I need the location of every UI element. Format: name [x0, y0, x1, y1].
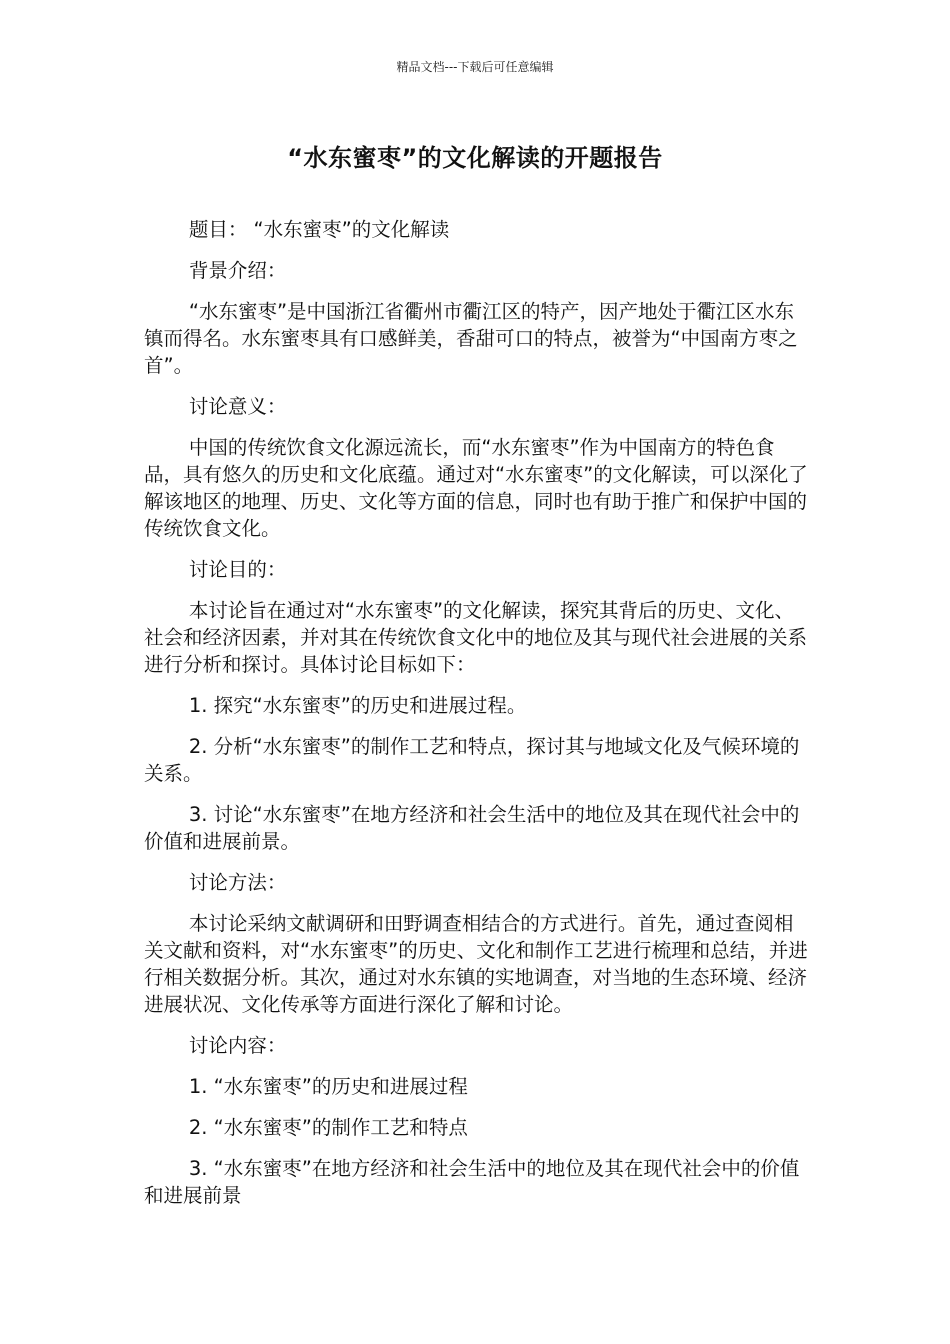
content-heading: 讨论内容： [188, 1034, 287, 1057]
background-paragraph: “水东蜜枣”是中国浙江省衢州市衢江区的特产，因产地处于衢江区水东镇而得名。水东蜜枣具有口感鲜美，香甜可口的特点，被誉为“中国南方枣之首”。 [144, 300, 798, 377]
document-title: “水东蜜枣”的文化解读的开题报告 [287, 144, 663, 172]
purpose-item: 3. 讨论“水东蜜枣”在地方经济和社会生活中的地位及其在现代社会中的价值和进展前景。 [144, 803, 800, 853]
method-paragraph: 本讨论采纳文献调研和田野调查相结合的方式进行。首先，通过查阅相关文献和资料，对“水东蜜枣”的历史、文化和制作工艺进行梳理和总结，并进行相关数据分析。其次，通过对水东镇的实地调查，对当地的生态环境、经济进展状况、文化传承等方面进行深化了解和讨论。 [144, 912, 808, 1016]
purpose-heading: 讨论目的： [188, 558, 287, 581]
content-item: 3. “水东蜜枣”在地方经济和社会生活中的地位及其在现代社会中的价值和进展前景 [144, 1157, 800, 1207]
purpose-item: 2. 分析“水东蜜枣”的制作工艺和特点，探讨其与地域文化及气候环境的关系。 [144, 735, 800, 785]
document-body [144, 216, 808, 1223]
significance-heading: 讨论意义： [188, 395, 287, 418]
significance-paragraph: 中国的传统饮食文化源远流长，而“水东蜜枣”作为中国南方的特色食品，具有悠久的历史和文化底蕴。通过对“水东蜜枣”的文化解读，可以深化了解该地区的地理、历史、文化等方面的信息，同时也有助于推广和保护中国的传统饮食文化。 [144, 436, 808, 540]
content-item: 2. “水东蜜枣”的制作工艺和特点 [188, 1116, 468, 1139]
page-header-watermark: 精品文档---下载后可任意编辑 [396, 60, 554, 74]
purpose-paragraph: 本讨论旨在通过对“水东蜜枣”的文化解读，探究其背后的历史、文化、社会和经济因素，并对其在传统饮食文化中的地位及其与现代社会进展的关系进行分析和探讨。具体讨论目标如下： [144, 599, 808, 676]
content-item: 1. “水东蜜枣”的历史和进展过程 [188, 1075, 468, 1098]
purpose-item: 1. 探究“水东蜜枣”的历史和进展过程。 [188, 694, 527, 717]
topic-line: 题目： “水东蜜枣”的文化解读 [188, 218, 450, 241]
method-heading: 讨论方法： [188, 871, 287, 894]
background-heading: 背景介绍： [188, 259, 287, 282]
